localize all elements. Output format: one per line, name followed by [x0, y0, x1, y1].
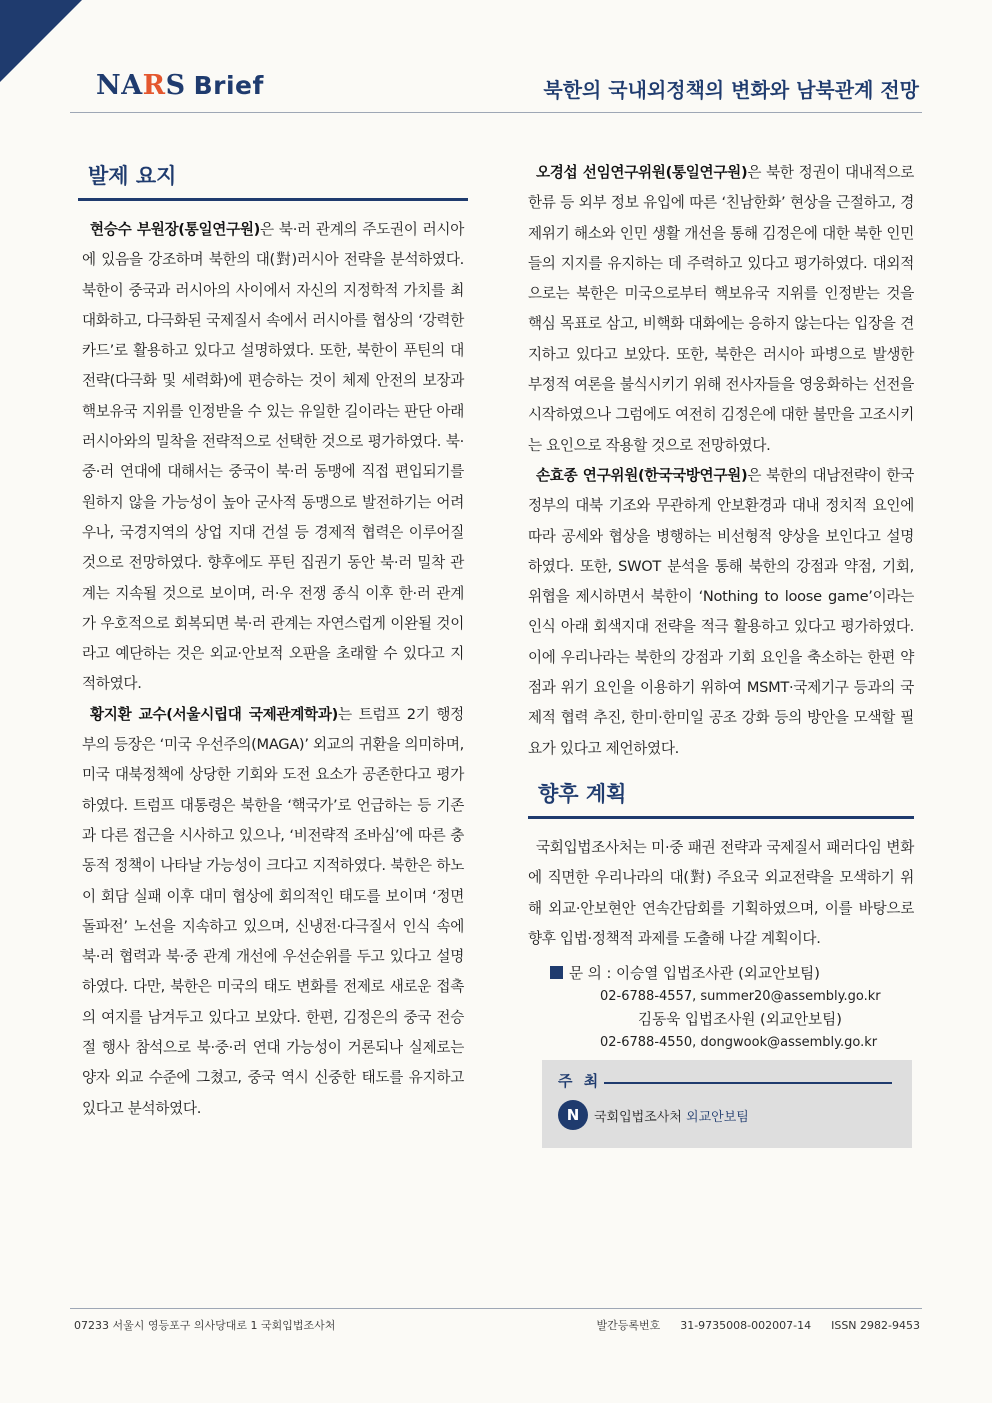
- contact-info-2: 02-6788-4550, dongwook@assembly.go.kr: [600, 1035, 878, 1051]
- summary-paragraph-2: [82, 700, 464, 1124]
- host-label: 주 최: [558, 1072, 602, 1091]
- assembly-emblem-icon: N: [558, 1100, 588, 1130]
- summary-section-title: 발제 요지: [78, 160, 468, 201]
- org-name: 국회입법조사처: [594, 1110, 682, 1126]
- host-divider: [604, 1082, 892, 1084]
- host-box: [542, 1060, 912, 1148]
- plan-section-title: 향후 계획: [528, 778, 914, 819]
- team-name: 외교안보팀: [686, 1110, 749, 1126]
- contact-block: [528, 962, 914, 1054]
- paragraph-text: 은 북한 정권이 대내적으로 한류 등 외부 정보 유입에 따른 ‘친남한화’ 현상을 근절하고, 경제위기 해소와 인민 생활 개선을 통해 김정은에 대한 북한 인민들의 지지를 유지하는 데 주력하고 있다고 평가하였다. 대외적으로는 북한은 미국으로부터 핵보유국 지위를 인정받는 것을 핵심 목표로 삼고, 비핵화 대화에는 응하지 않는다는 입장을 견지하고 있다고 보았다. 또한, 북한은 러시아 파병으로 발생한 부정적 여론을 불식시키기 위해 전사자들을 영웅화하는 선전을 시작하였으나 그럼에도 여전히 김정은에 대한 불만을 고조시키는 요인으로 작용할 것으로 전망하였다.: [528, 164, 914, 454]
- reg-label: 발간등록번호: [596, 1319, 661, 1332]
- right-column: [528, 158, 914, 1148]
- logo-brief: Brief: [193, 71, 264, 100]
- paragraph-text: 은 북한의 대남전략이 한국 정부의 대북 기조와 무관하게 안보환경과 대내 정치적 요인에 따라 공세와 협상을 병행하는 비선형적 양상을 보인다고 설명하였다. 또한, SWOT 분석을 통해 북한의 강점과 약점, 기회, 위협을 제시하면서 북한이 ‘Nothing to loose game’이라는 인식 아래 회색지대 전략을 적극 활용하고 있다고 평가하였다. 이에 우리나라는 북한의 강점과 기회 요인을 축소하는 한편 약점과 위기 요인을 이용하기 위하여 MSMT·국제기구 등과의 국제적 협력 추진, 한미·한미일 공조 강화 등의 방안을 모색할 필요가 있다고 제언하였다.: [528, 466, 914, 757]
- footer-divider: [70, 1308, 922, 1309]
- left-column: [82, 160, 464, 1124]
- issn: ISSN 2982-9453: [831, 1319, 920, 1332]
- page-title: 북한의 국내외정책의 변화와 남북관계 전망: [543, 78, 919, 102]
- contact-info-1: 02-6788-4557, summer20@assembly.go.kr: [600, 989, 881, 1005]
- reg-number: 31-9735008-002007-14: [680, 1319, 812, 1332]
- corner-decoration: [0, 0, 82, 82]
- header-divider: [70, 112, 922, 113]
- summary-paragraph-1: [82, 215, 464, 700]
- paragraph-text: 는 트럼프 2기 행정부의 등장은 ‘미국 우선주의(MAGA)’ 외교의 귀환을 의미하며, 미국 대북정책에 상당한 기회와 도전 요소가 공존한다고 평가하였다. 트럼프 대통령은 북한을 ‘핵국가’로 언급하는 등 기존과 다른 접근을 시사하고 있으나, ‘비전략적 조바심’에 따른 충동적 정책이 나타날 가능성이 크다고 지적하였다. 북한은 하노이 회담 실패 이후 대미 협상에 회의적인 태도를 보이며 ‘정면돌파전’ 노선을 지속하고 있으며, 신냉전·다극질서 인식 속에 북·러 협력과 북·중 관계 개선에 우선순위를 두고 있다고 설명하였다. 다만, 북한은 미국의 태도 변화를 전제로 새로운 접촉의 여지를 남겨두고 있다고 보았다. 한편, 김정은의 중국 전승절 행사 참석으로 북·중·러 연대 가능성이 거론되나 실제로는 양자 외교 수준에 그쳤고, 중국 역시 신중한 태도를 유지하고 있다고 분석하였다.: [82, 705, 464, 1117]
- logo-letter: R: [142, 70, 166, 101]
- speaker-name: 오경섭 선임연구위원(통일연구원): [536, 164, 748, 181]
- logo-letter: N: [96, 70, 122, 101]
- contact-person-1: [528, 962, 914, 986]
- footer-address: 07233 서울시 영등포구 의사당대로 1 국회입법조사처: [74, 1319, 336, 1332]
- speaker-name: 손효종 연구위원(한국국방연구원): [536, 466, 748, 484]
- paragraph-text: 국회입법조사처는 미·중 패권 전략과 국제질서 패러다임 변화에 직면한 우리나라의 대(對) 주요국 외교전략을 모색하기 위해 외교·안보현안 연속간담회를 기획하였으며, 이를 바탕으로 향후 입법·정책적 과제를 도출해 나갈 계획이다.: [528, 838, 914, 947]
- speaker-name: 황지환 교수(서울시립대 국제관계학과): [90, 705, 338, 723]
- contact-person-2: 김동욱 입법조사원 (외교안보팀): [638, 1011, 842, 1029]
- speaker-name: 현승수 부원장(통일연구원): [90, 221, 261, 238]
- summary-paragraph-4: [528, 461, 914, 764]
- logo-letter: A: [121, 70, 143, 101]
- contact-label: 문 의 :: [569, 965, 612, 983]
- paragraph-text: 은 북·러 관계의 주도권이 러시아에 있음을 강조하며 북한의 대(對)러시아 전략을 분석하였다. 북한이 중국과 러시아의 사이에서 자신의 지정학적 가치를 최대화하고, 다극화된 국제질서 속에서 러시아를 협상의 ‘강력한 카드’로 활용하고 있다고 설명하였다. 또한, 북한이 푸틴의 대전략(다극화 및 세력화)에 편승하는 것이 체제 안전의 보장과 핵보유국 지위를 인정받을 수 있는 유일한 길이라는 판단 아래 러시아와의 밀착을 전략적으로 선택한 것으로 평가하였다. 북·중·러 연대에 대해서는 중국이 북·러 동맹에 직접 편입되기를 원하지 않을 가능성이 높아 군사적 동맹으로 발전하기는 어려우나, 국경지역의 상업 지대 건설 등 경제적 협력은 이루어질 것으로 전망하였다. 향후에도 푸틴 집권기 동안 북·러 밀착 관계는 지속될 것으로 보이며, 러·우 전쟁 종식 이후 한·러 관계가 우호적으로 회복되면 북·러 관계는 자연스럽게 이완될 것이라고 예단하는 것은 외교·안보적 오판을 초래할 수 있다고 지적하였다.: [82, 221, 464, 693]
- nars-brief-logo: [96, 70, 264, 101]
- square-bullet-icon: [550, 966, 563, 979]
- plan-paragraph: [528, 833, 914, 954]
- contact-name: 이승열 입법조사관 (외교안보팀): [616, 965, 820, 983]
- summary-paragraph-3: [528, 158, 914, 461]
- logo-letter: S: [165, 70, 186, 101]
- host-organization: [594, 1106, 749, 1125]
- footer-registration: [576, 1317, 920, 1333]
